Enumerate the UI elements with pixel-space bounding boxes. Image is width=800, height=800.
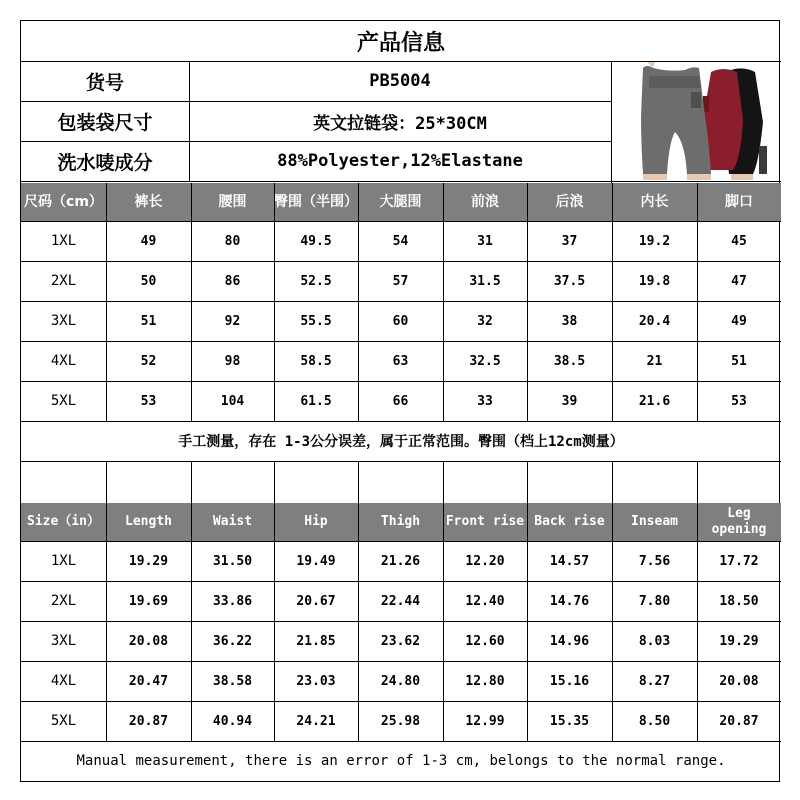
- cm-value-cell: 53: [731, 393, 747, 409]
- table-rule: [358, 183, 359, 421]
- table-rule: [21, 221, 781, 222]
- in-header-cell: Back rise: [534, 514, 605, 529]
- cm-value-cell: 80: [224, 233, 241, 249]
- in-value-cell: 14.76: [549, 593, 590, 609]
- cm-value-cell: 52: [140, 353, 157, 369]
- table-rule: [106, 183, 107, 421]
- table-rule: [697, 503, 698, 741]
- info-value: 88%Polyester,12%Elastane: [277, 151, 523, 171]
- info-value: 英文拉链袋：25*30CM: [313, 113, 487, 134]
- cm-value-cell: 37: [561, 233, 578, 249]
- table-rule: [21, 461, 781, 462]
- table-rule: [191, 183, 192, 421]
- in-value-cell: 21.85: [296, 633, 336, 649]
- table-rule: [21, 181, 781, 182]
- cm-size-cell: 5XL: [50, 393, 77, 409]
- cm-value-cell: 51: [140, 313, 157, 329]
- cm-value-cell: 21: [646, 353, 663, 369]
- cm-value-cell: 54: [392, 233, 409, 249]
- cm-value-cell: 61.5: [300, 393, 332, 409]
- cm-size-cell: 1XL: [50, 233, 77, 249]
- in-value-cell: 17.72: [719, 553, 759, 569]
- cm-value-cell: 63: [392, 353, 409, 369]
- table-rule: [697, 461, 698, 503]
- cm-value-cell: 49.5: [300, 233, 332, 249]
- cm-value-cell: 55.5: [300, 313, 332, 329]
- in-value-cell: 33.86: [212, 593, 253, 609]
- in-header-cell: Size（in）: [27, 514, 100, 529]
- table-rule: [527, 503, 528, 741]
- in-header-cell: Thigh: [380, 514, 421, 529]
- cm-header-cell: 脚口: [725, 194, 753, 210]
- in-value-cell: 7.80: [638, 593, 671, 609]
- table-rule: [443, 503, 444, 741]
- cm-value-cell: 92: [224, 313, 241, 329]
- cm-value-cell: 104: [220, 393, 245, 409]
- in-value-cell: 20.67: [296, 593, 336, 609]
- in-value-cell: 8.27: [638, 673, 671, 689]
- in-header-cell: Length: [125, 514, 172, 529]
- cm-header-cell: 大腿围: [379, 194, 422, 210]
- in-value-cell: 15.16: [549, 673, 590, 689]
- in-value-cell: 24.80: [380, 673, 421, 689]
- table-rule: [21, 621, 781, 622]
- in-value-cell: 18.50: [719, 593, 759, 609]
- in-value-cell: 19.69: [128, 593, 169, 609]
- in-value-cell: 12.99: [465, 713, 505, 729]
- page-title: 产品信息: [356, 29, 445, 56]
- table-rule: [358, 503, 359, 741]
- table-rule: [21, 261, 781, 262]
- in-value-cell: 19.29: [719, 633, 759, 649]
- table-rule: [611, 61, 612, 181]
- table-rule: [358, 461, 359, 503]
- measurement-note-en: Manual measurement, there is an error of 1-3 cm, belongs to the normal range.: [76, 753, 726, 769]
- in-value-cell: 20.87: [719, 713, 759, 729]
- in-header-cell: Hip: [304, 514, 328, 529]
- cm-value-cell: 53: [140, 393, 157, 409]
- in-size-cell: 1XL: [50, 553, 77, 569]
- table-rule: [274, 503, 275, 741]
- in-header-cell: Leg opening: [711, 506, 767, 537]
- table-rule: [612, 503, 613, 741]
- in-value-cell: 12.20: [465, 553, 505, 569]
- in-value-cell: 15.35: [549, 713, 590, 729]
- table-rule: [612, 461, 613, 503]
- in-value-cell: 38.58: [212, 673, 253, 689]
- cm-header-cell: 前浪: [471, 194, 499, 210]
- table-rule: [527, 183, 528, 421]
- measurement-note-cn: 手工测量，存在 1-3公分误差，属于正常范围。臀围（档上12cm测量）: [178, 434, 624, 450]
- cm-header-cell: 尺码（cm）: [24, 194, 103, 210]
- table-rule: [443, 461, 444, 503]
- cm-value-cell: 32.5: [469, 353, 501, 369]
- cm-value-cell: 31: [477, 233, 493, 249]
- table-rule: [527, 461, 528, 503]
- table-rule: [443, 183, 444, 421]
- in-size-cell: 4XL: [50, 673, 77, 689]
- in-value-cell: 36.22: [212, 633, 253, 649]
- cm-value-cell: 37.5: [553, 273, 586, 289]
- in-value-cell: 21.26: [380, 553, 421, 569]
- table-rule: [191, 503, 192, 741]
- table-rule: [106, 503, 107, 741]
- in-value-cell: 23.03: [296, 673, 336, 689]
- in-size-cell: 2XL: [50, 593, 77, 609]
- cm-value-cell: 31.5: [469, 273, 501, 289]
- in-value-cell: 12.40: [465, 593, 505, 609]
- cm-value-cell: 33: [477, 393, 493, 409]
- table-rule: [21, 661, 781, 662]
- in-value-cell: 14.57: [549, 553, 590, 569]
- in-value-cell: 12.60: [465, 633, 505, 649]
- table-rule: [274, 183, 275, 421]
- cm-value-cell: 38: [561, 313, 578, 329]
- in-value-cell: 8.03: [638, 633, 671, 649]
- cm-value-cell: 52.5: [300, 273, 332, 289]
- cm-value-cell: 49: [140, 233, 157, 249]
- cm-value-cell: 66: [392, 393, 409, 409]
- cm-header-cell: 腰围: [218, 194, 247, 210]
- table-rule: [21, 381, 781, 382]
- table-rule: [612, 183, 613, 421]
- info-value: PB5004: [369, 71, 431, 91]
- table-rule: [21, 541, 781, 542]
- cm-value-cell: 32: [477, 313, 493, 329]
- in-value-cell: 40.94: [212, 713, 253, 729]
- in-value-cell: 8.50: [638, 713, 671, 729]
- info-label: 洗水唛成分: [57, 151, 153, 174]
- in-value-cell: 23.62: [380, 633, 421, 649]
- cm-value-cell: 38.5: [553, 353, 586, 369]
- info-label: 货号: [85, 71, 124, 94]
- in-value-cell: 19.49: [296, 553, 336, 569]
- cm-value-cell: 19.2: [638, 233, 671, 249]
- in-value-cell: 20.08: [719, 673, 759, 689]
- in-size-cell: 3XL: [50, 633, 77, 649]
- cm-header-cell: 臀围（半围）: [274, 194, 358, 210]
- in-value-cell: 20.87: [128, 713, 169, 729]
- product-image: [613, 62, 779, 180]
- in-header-cell: Front rise: [445, 514, 525, 529]
- in-header-cell: Inseam: [631, 514, 678, 529]
- cm-value-cell: 98: [224, 353, 241, 369]
- cm-value-cell: 50: [140, 273, 157, 289]
- shorts-illustration: [613, 62, 779, 180]
- in-value-cell: 24.21: [296, 713, 336, 729]
- size-chart-frame: [20, 20, 780, 782]
- cm-value-cell: 39: [561, 393, 578, 409]
- in-size-cell: 5XL: [50, 713, 77, 729]
- table-rule: [189, 61, 190, 181]
- in-value-cell: 20.47: [128, 673, 169, 689]
- cm-size-cell: 3XL: [50, 313, 77, 329]
- in-value-cell: 22.44: [380, 593, 421, 609]
- table-rule: [21, 341, 781, 342]
- cm-value-cell: 19.8: [638, 273, 671, 289]
- table-rule: [274, 461, 275, 503]
- table-rule: [191, 461, 192, 503]
- table-rule: [21, 581, 781, 582]
- cm-value-cell: 60: [392, 313, 409, 329]
- in-value-cell: 19.29: [128, 553, 169, 569]
- cm-value-cell: 86: [224, 273, 241, 289]
- cm-value-cell: 47: [731, 273, 747, 289]
- cm-value-cell: 51: [731, 353, 747, 369]
- in-value-cell: 25.98: [380, 713, 421, 729]
- in-value-cell: 7.56: [638, 553, 671, 569]
- cm-value-cell: 20.4: [638, 313, 671, 329]
- in-value-cell: 20.08: [128, 633, 169, 649]
- cm-value-cell: 21.6: [638, 393, 671, 409]
- cm-header-cell: 后浪: [555, 194, 584, 210]
- in-value-cell: 31.50: [212, 553, 253, 569]
- cm-header-cell: 内长: [640, 194, 669, 210]
- cm-value-cell: 58.5: [300, 353, 332, 369]
- in-header-cell: Waist: [212, 514, 253, 529]
- table-rule: [21, 301, 781, 302]
- info-label: 包装袋尺寸: [57, 111, 153, 134]
- table-rule: [697, 183, 698, 421]
- cm-header-cell: 裤长: [134, 194, 163, 210]
- cm-value-cell: 49: [731, 313, 747, 329]
- table-rule: [21, 701, 781, 702]
- cm-size-cell: 4XL: [50, 353, 77, 369]
- cm-value-cell: 45: [731, 233, 747, 249]
- table-rule: [106, 461, 107, 503]
- in-value-cell: 14.96: [549, 633, 590, 649]
- cm-value-cell: 57: [392, 273, 409, 289]
- cm-size-cell: 2XL: [50, 273, 77, 289]
- in-value-cell: 12.80: [465, 673, 505, 689]
